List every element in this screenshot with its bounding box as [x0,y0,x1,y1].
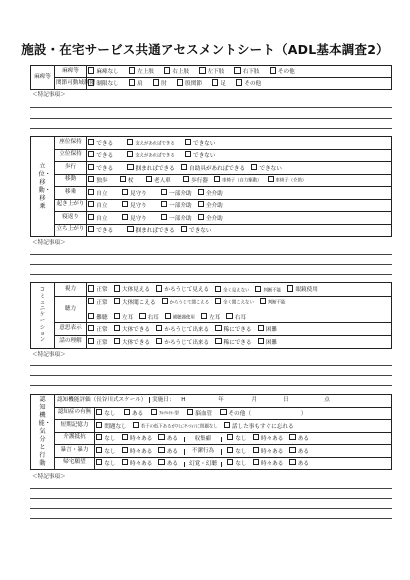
checkbox[interactable] [214,176,220,182]
note-line [30,508,392,509]
checkbox[interactable] [122,214,128,220]
row-label: 移動 [55,174,87,187]
checkbox[interactable] [114,298,120,304]
checkbox[interactable] [161,201,167,207]
option-group: できる 支えがあればできる できない [87,149,392,162]
row-label: 移乗 [55,187,87,200]
row-label: 関節可動域制限 [55,78,87,90]
option-group: 独歩 杖 老人車 歩行器 車椅子（自力駆動） 車椅子（介助） [87,174,392,187]
checkbox[interactable] [158,434,164,440]
checkbox[interactable] [88,139,94,145]
option-group: 自立 見守り 一部介助 全介助 [87,187,392,200]
checkbox[interactable] [164,67,170,73]
checkbox[interactable] [146,176,152,182]
checkbox[interactable] [88,189,94,195]
checkbox[interactable] [114,313,120,319]
checkbox[interactable] [181,164,187,170]
checkbox[interactable] [88,226,94,232]
page-title: 施設・在宅サービス共通アセスメントシート（ADL基本調査2） [21,42,389,57]
checkbox[interactable] [88,67,94,73]
checkbox[interactable] [88,151,94,157]
row-label: 歩行 [55,162,87,175]
checkbox[interactable] [88,338,94,344]
option-group: 自立 見守り 一部介助 全介助 [87,199,392,212]
checkbox[interactable] [215,325,221,331]
checkbox[interactable] [122,189,128,195]
option-group: 問題なし 若干の低下あるがｺﾐｭﾆｹｰｼｮﾝに問題なし 話した事もすぐに忘れる [95,420,392,433]
cognition-section [30,394,392,470]
checkbox[interactable] [120,176,126,182]
checkbox[interactable] [268,176,274,182]
note-line [30,118,392,119]
option-group: なし ある ｱﾙﾂﾊｲﾏｰ型 脳血管 その他（ ） [95,407,392,420]
row-label: 起き上がり [55,199,87,212]
checkbox[interactable] [161,214,167,220]
checkbox[interactable] [258,325,264,331]
note-line [30,254,392,255]
checkbox[interactable] [215,338,221,344]
option-group: できる 掴まればできる 自助具があればできる できない [87,162,392,175]
checkbox[interactable] [122,459,128,465]
checkbox[interactable] [96,459,102,465]
checkbox[interactable] [251,164,257,170]
checkbox[interactable] [198,189,204,195]
option-group: 自立 見守り 一部介助 全介助 [87,212,392,225]
checkbox[interactable] [158,459,164,465]
checkbox[interactable] [177,79,183,85]
checkbox[interactable] [165,313,171,319]
option-group: 正常 大体聞こえる かろうじて聞こえる 全く聞こえない 判断不能 難聴 左耳 右耳 補聴器使用 左耳 右耳 [87,297,392,323]
option-group: なし 時々ある ある 収集癖 なし 時々ある ある [95,432,392,445]
checkbox[interactable] [220,409,226,415]
checkbox[interactable] [289,434,295,440]
checkbox[interactable] [255,286,261,292]
checkbox[interactable] [88,164,94,170]
row-label: 介護抵抗 [55,432,95,445]
note-line [30,365,392,366]
option-group: なし 時々ある ある 不潔行為 なし 時々ある ある [95,445,392,458]
checkbox[interactable] [114,338,120,344]
row-label: 麻痺等 [55,66,87,78]
row-label: 帰宅願望 [55,457,95,470]
checkbox[interactable] [96,422,102,428]
special-notes-label: ＜特記事項＞ [32,352,66,358]
checkbox[interactable] [253,434,259,440]
checkbox[interactable] [201,313,207,319]
note-line [30,128,392,129]
checkbox[interactable] [258,338,264,344]
note-line [30,385,392,386]
row-label: 暴言・暴力 [55,445,95,458]
checkbox[interactable] [88,79,94,85]
checkbox[interactable] [127,151,133,157]
checkbox[interactable] [122,434,128,440]
checkbox[interactable] [215,286,221,292]
checkbox[interactable] [127,139,133,145]
checkbox[interactable] [227,459,233,465]
paralysis-section [30,65,392,90]
row-label: 視力 [55,283,87,297]
checkbox[interactable] [185,151,191,157]
option-group: 正常 大体できる かろうじて出来る 稀にできる 困難 [87,336,392,349]
note-line [30,375,392,376]
note-line [30,264,392,265]
row-label: 聴力 [55,297,87,323]
checkbox[interactable] [88,285,94,291]
checkbox[interactable] [122,447,128,453]
option-group: 正常 大体見える かろうじて見える 全く見えない 判断不能 眼鏡使用 [87,283,392,297]
checkbox[interactable] [88,214,94,220]
checkbox[interactable] [96,434,102,440]
checkbox[interactable] [88,176,94,182]
special-notes-label: ＜特記事項＞ [32,474,66,480]
checkbox[interactable] [236,79,242,85]
category-label: コミュニケーション [31,283,55,349]
note-line [30,518,392,519]
checkbox[interactable] [88,313,94,319]
row-label: 話の理解 [55,336,87,349]
checkbox[interactable] [234,67,240,73]
option-group: 正常 大体できる かろうじて出来る 稀にできる 困難 [87,323,392,336]
checkbox[interactable] [287,285,293,291]
checkbox[interactable] [96,447,102,453]
checkbox[interactable] [260,298,266,304]
checkbox[interactable] [122,201,128,207]
checkbox[interactable] [133,422,139,428]
checkbox[interactable] [96,409,102,415]
row-label: 意思表示 [55,323,87,336]
checkbox[interactable] [124,409,130,415]
checkbox[interactable] [88,325,94,331]
row-label: 立位保持 [55,149,87,162]
option-group: 麻痺なし 左上肢 右上肢 左下肢 右下肢 その他 [87,66,392,78]
checkbox[interactable] [270,67,276,73]
communication-section [30,282,392,349]
checkbox[interactable] [185,139,191,145]
checkbox[interactable] [127,164,133,170]
note-line [30,488,392,489]
checkbox[interactable] [156,325,162,331]
note-line [30,107,392,108]
special-notes-label: ＜特記事項＞ [32,92,66,98]
row-label: 認知症の有無 [55,407,95,420]
note-line [30,498,392,499]
hasegawa-row: 認知機能評価（長谷川式スケール） 実施日： H 年 月 日 点 [55,395,392,408]
option-group: できる 支えがあればできる できない [87,137,392,150]
checkbox[interactable] [88,201,94,207]
checkbox[interactable] [227,447,233,453]
checkbox[interactable] [226,313,232,319]
checkbox[interactable] [129,67,135,73]
category-label: 立位・移動・移乗 [31,137,55,237]
row-label: 短期記憶力 [55,420,95,433]
option-group: なし 時々ある ある 幻覚・幻聴 なし 時々ある ある [95,457,392,470]
checkbox[interactable] [88,298,94,304]
row-label: 立ち上がり [55,224,87,237]
checkbox[interactable] [153,79,159,85]
special-notes-label: ＜特記事項＞ [32,240,66,246]
option-group: できる 掴まればできる できない [87,224,392,237]
category-label: 認知機能・気分と行動 [31,395,55,470]
checkbox[interactable] [161,189,167,195]
checkbox[interactable] [289,459,295,465]
checkbox[interactable] [199,67,205,73]
mobility-section [30,136,392,237]
checkbox[interactable] [114,285,120,291]
checkbox[interactable] [215,298,221,304]
row-label: 寝返り [55,212,87,225]
checkbox[interactable] [129,79,135,85]
checkbox[interactable] [187,409,193,415]
checkbox[interactable] [139,313,145,319]
checkbox[interactable] [212,79,218,85]
checkbox[interactable] [181,226,187,232]
checkbox[interactable] [158,447,164,453]
checkbox[interactable] [198,214,204,220]
note-line [30,274,392,275]
option-group: 制限なし 肩 肘 股関節 足 その他 [87,78,392,90]
checkbox[interactable] [198,201,204,207]
checkbox[interactable] [114,325,120,331]
checkbox[interactable] [151,409,157,415]
date-era[interactable]: H [181,396,186,403]
checkbox[interactable] [183,176,189,182]
checkbox[interactable] [253,447,259,453]
checkbox[interactable] [253,459,259,465]
row-label: 座位保持 [55,137,87,150]
checkbox[interactable] [127,226,133,232]
category-label: 麻痺等 [31,66,55,90]
checkbox[interactable] [156,285,162,291]
checkbox[interactable] [227,434,233,440]
checkbox[interactable] [162,298,168,304]
checkbox[interactable] [224,422,230,428]
checkbox[interactable] [289,447,295,453]
checkbox[interactable] [156,338,162,344]
